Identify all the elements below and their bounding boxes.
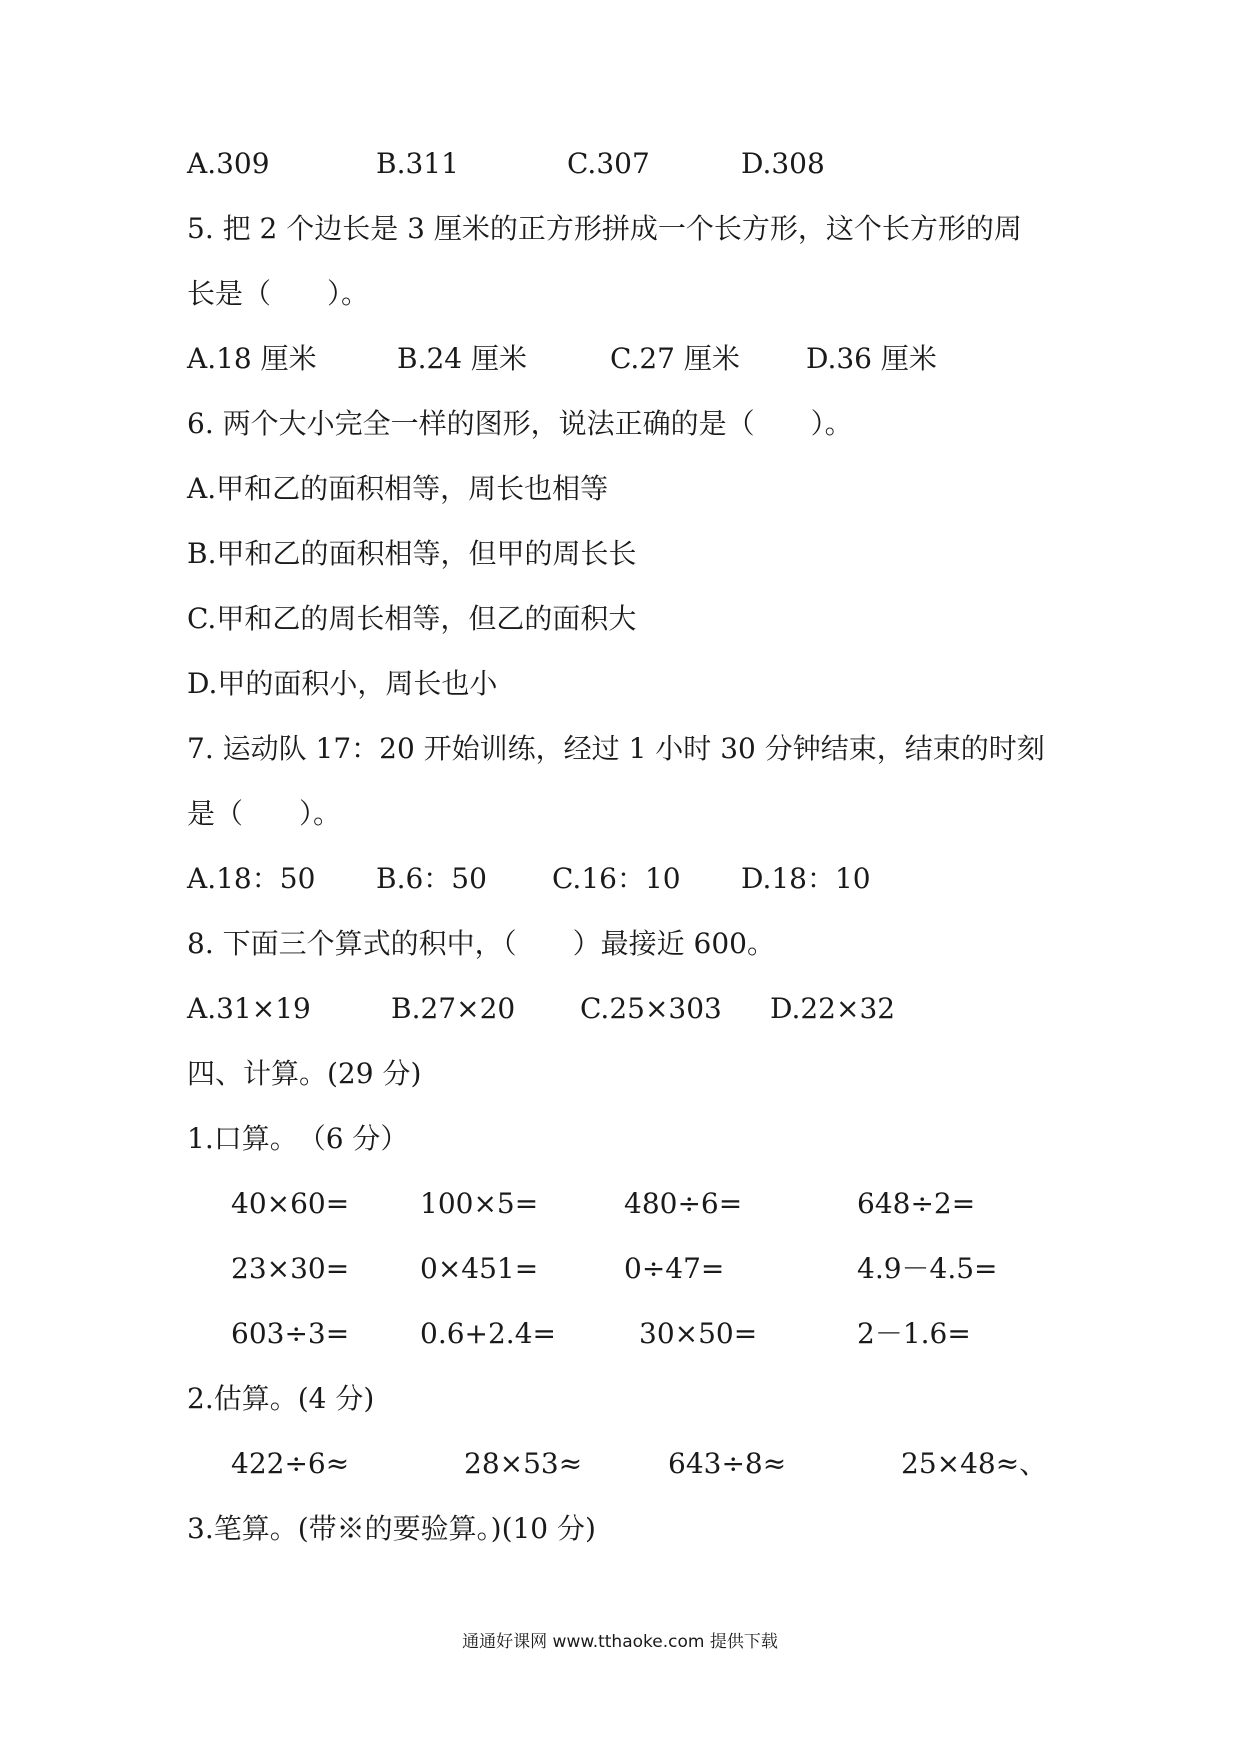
oral-calc-item: 648÷2= — [857, 1187, 976, 1220]
estimate-item: 28×53≈ — [464, 1447, 583, 1480]
q6-option-b: B.甲和乙的面积相等，但甲的周长长 — [187, 537, 637, 570]
written-calc-title: 3.笔算。(带※的要验算。)(10 分) — [187, 1512, 596, 1545]
q5-option-b: B.24 厘米 — [397, 342, 528, 375]
q6-stem: 6. 两个大小完全一样的图形，说法正确的是（ ）。 — [187, 407, 853, 440]
q7-stem-line1: 7. 运动队 17：20 开始训练，经过 1 小时 30 分钟结束，结束的时刻 — [187, 732, 1045, 765]
estimate-item: 25×48≈、 — [901, 1447, 1048, 1480]
q5-option-c: C.27 厘米 — [610, 342, 740, 375]
section-4-title: 四、计算。(29 分) — [187, 1057, 422, 1090]
q8-option-c: C.25×303 — [580, 992, 722, 1025]
q7-option-b: B.6：50 — [376, 862, 487, 895]
q6-option-d: D.甲的面积小，周长也小 — [187, 667, 498, 700]
q8-option-b: B.27×20 — [391, 992, 516, 1025]
q7-stem-line2: 是（ ）。 — [187, 797, 342, 830]
q8-option-a: A.31×19 — [187, 992, 311, 1025]
oral-calc-item: 480÷6= — [624, 1187, 743, 1220]
q4-option-a: A.309 — [187, 147, 270, 180]
q7-option-c: C.16：10 — [552, 862, 681, 895]
q7-option-a: A.18：50 — [187, 862, 316, 895]
oral-calc-item: 40×60= — [231, 1187, 350, 1220]
oral-calc-item: 2－1.6= — [857, 1317, 971, 1350]
oral-calc-item: 4.9－4.5= — [857, 1252, 998, 1285]
oral-calc-item: 100×5= — [420, 1187, 539, 1220]
oral-calc-item: 23×30= — [231, 1252, 350, 1285]
oral-calc-item: 0×451= — [420, 1252, 539, 1285]
q4-option-d: D.308 — [741, 147, 825, 180]
q8-stem: 8. 下面三个算式的积中，（ ）最接近 600。 — [187, 927, 775, 960]
oral-calc-item: 30×50= — [639, 1317, 758, 1350]
q5-option-a: A.18 厘米 — [187, 342, 317, 375]
oral-calc-item: 0.6+2.4= — [420, 1317, 556, 1350]
estimate-title: 2.估算。(4 分) — [187, 1382, 375, 1415]
q6-option-a: A.甲和乙的面积相等，周长也相等 — [187, 472, 609, 505]
q4-option-b: B.311 — [376, 147, 459, 180]
q5-stem-line2: 长是（ ）。 — [187, 277, 370, 310]
q5-stem-line1: 5. 把 2 个边长是 3 厘米的正方形拼成一个长方形，这个长方形的周 — [187, 212, 1022, 245]
q8-option-d: D.22×32 — [770, 992, 896, 1025]
estimate-item: 422÷6≈ — [231, 1447, 350, 1480]
q4-option-c: C.307 — [567, 147, 650, 180]
oral-calc-item: 0÷47= — [624, 1252, 725, 1285]
estimate-item: 643÷8≈ — [668, 1447, 787, 1480]
q6-option-c: C.甲和乙的周长相等，但乙的面积大 — [187, 602, 637, 635]
oral-calc-title: 1.口算。 （6 分） — [187, 1122, 409, 1155]
q5-option-d: D.36 厘米 — [806, 342, 937, 375]
oral-calc-item: 603÷3= — [231, 1317, 350, 1350]
page-footer: 通通好课网 www.tthaoke.com 提供下载 — [462, 1632, 778, 1652]
q7-option-d: D.18：10 — [741, 862, 871, 895]
